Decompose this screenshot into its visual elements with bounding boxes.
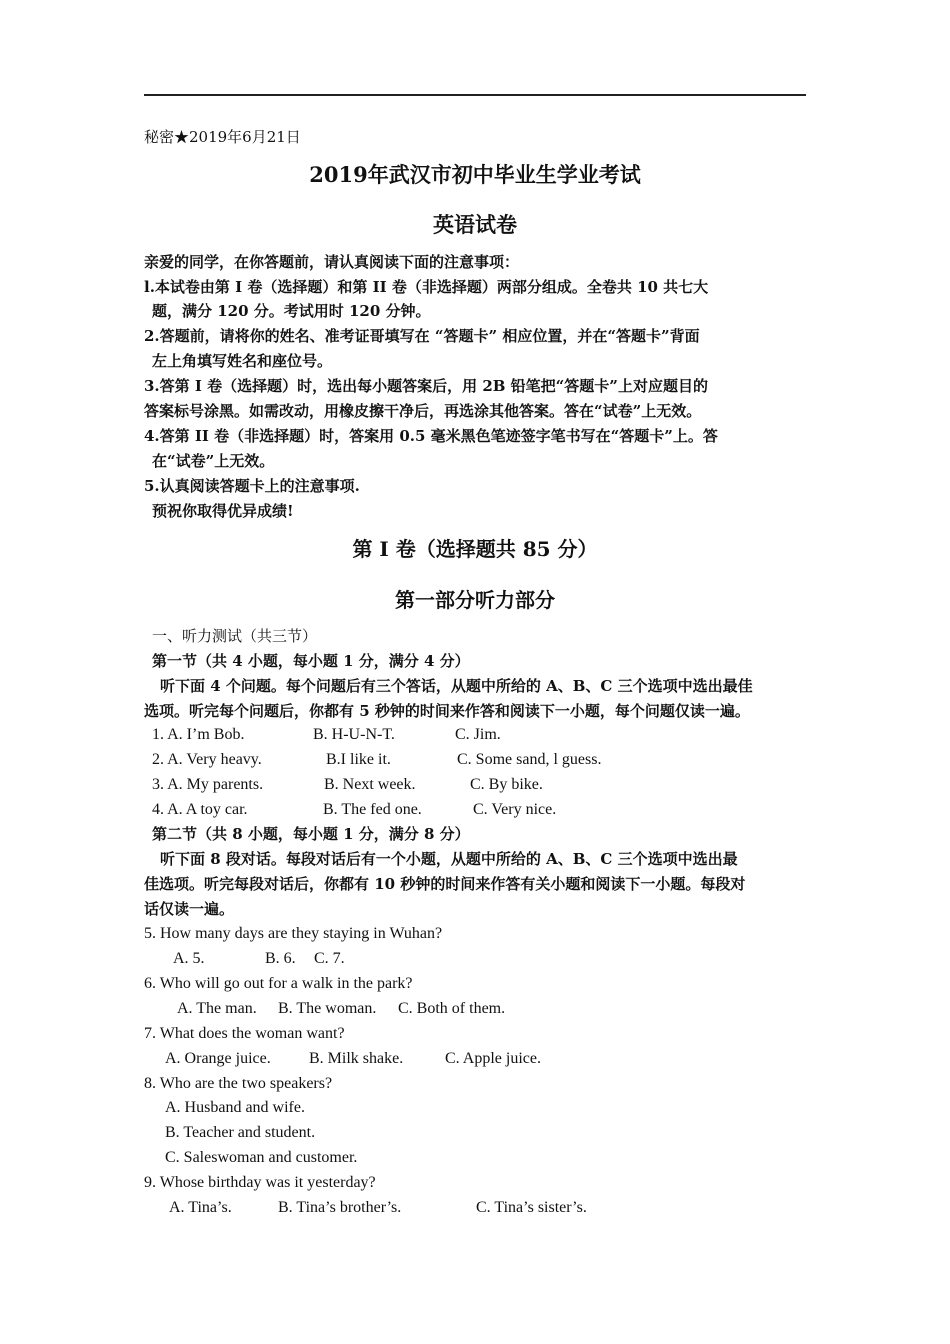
q8-option-c: C. Saleswoman and customer. — [165, 1149, 358, 1166]
q9-option-a: A. Tina’s. — [169, 1199, 232, 1216]
section2-title: 第二节（共 8 小题，每小题 1 分，满分 8 分） — [152, 825, 470, 843]
notice-item-3-cont: 答案标号涂黑。如需改动，用橡皮擦干净后，再选涂其他答案。答在“试卷”上无效。 — [144, 402, 702, 420]
notice-wish: 预祝你取得优异成绩! — [152, 502, 294, 520]
q5-option-c: C. 7. — [314, 950, 345, 967]
section1-instructions: 听下面 4 个问题。每个问题后有三个答话，从题中所给的 A、B、C 三个选项中选出最佳 — [160, 677, 753, 695]
notice-item-1: l.本试卷由第 I 卷（选择题）和第 II 卷（非选择题）两部分组成。全卷共 10 共七大 — [144, 278, 709, 296]
q1-option-b: B. H-U-N-T. — [313, 726, 395, 743]
q9-option-c: C. Tina’s sister’s. — [476, 1199, 587, 1216]
section2-instructions: 听下面 8 段对话。每段对话后有一个小题，从题中所给的 A、B、C 三个选项中选出最 — [160, 850, 738, 868]
notice-item-2: 2.答题前，请将你的姓名、准考证哥填写在 “答题卡” 相应位置，并在“答题卡”背面 — [144, 327, 700, 345]
section1-title: 第一节（共 4 小题，每小题 1 分，满分 4 分） — [152, 652, 470, 670]
q2-option-a: 2. A. Very heavy. — [152, 751, 262, 768]
q1-option-c: C. Jim. — [455, 726, 501, 743]
q6-option-b: B. The woman. — [278, 1000, 377, 1017]
notice-item-4-cont: 在“试卷”上无效。 — [152, 452, 275, 470]
q5-option-a: A. 5. — [173, 950, 205, 967]
top-rule — [144, 94, 806, 96]
q6-option-a: A. The man. — [177, 1000, 257, 1017]
q5-stem: 5. How many days are they staying in Wuhan? — [144, 925, 443, 942]
exam-title: 2019年武汉市初中毕业生学业考试 — [309, 162, 641, 187]
q8-stem: 8. Who are the two speakers? — [144, 1075, 333, 1092]
secret-line: 秘密★2019年6月21日 — [144, 128, 301, 146]
q7-stem: 7. What does the woman want? — [144, 1025, 345, 1042]
q5-option-b: B. 6. — [265, 950, 296, 967]
q2-option-c: C. Some sand, l guess. — [457, 751, 602, 768]
q8-option-b: B. Teacher and student. — [165, 1124, 316, 1141]
q4-option-c: C. Very nice. — [473, 801, 557, 818]
q6-stem: 6. Who will go out for a walk in the park? — [144, 975, 413, 992]
volume-title: 第 I 卷（选择题共 85 分） — [352, 537, 598, 561]
q6-option-c: C. Both of them. — [398, 1000, 506, 1017]
q1-option-a: 1. A. I’m Bob. — [152, 726, 245, 743]
q9-stem: 9. Whose birthday was it yesterday? — [144, 1174, 376, 1191]
section2-instructions-end: 话仅读一遍。 — [144, 900, 235, 918]
q7-option-b: B. Milk shake. — [309, 1050, 404, 1067]
q4-option-a: 4. A. A toy car. — [152, 801, 248, 818]
part-title: 第一部分听力部分 — [395, 588, 555, 612]
q9-option-b: B. Tina’s brother’s. — [278, 1199, 402, 1216]
notice-intro: 亲爱的同学，在你答题前，请认真阅读下面的注意事项： — [144, 253, 520, 271]
q3-option-c: C. By bike. — [470, 776, 543, 793]
q3-option-b: B. Next week. — [324, 776, 416, 793]
q2-option-b: B.I like it. — [326, 751, 391, 768]
notice-item-1-cont: 题，满分 120 分。考试用时 120 分钟。 — [152, 302, 431, 320]
q7-option-c: C. Apple juice. — [445, 1050, 541, 1067]
section1-instructions-cont: 选项。听完每个问题后，你都有 5 秒钟的时间来作答和阅读下一小题，每个问题仅读一遍。 — [144, 702, 750, 720]
q3-option-a: 3. A. My parents. — [152, 776, 264, 793]
notice-item-2-cont: 左上角填写姓名和座位号。 — [152, 352, 333, 370]
notice-item-4: 4.答第 II 卷（非选择题）时，答案用 0.5 毫米黑色笔迹签字笔书写在“答题卡”上。答 — [144, 427, 718, 445]
listening-title: 一、听力测试（共三节） — [152, 627, 318, 645]
section2-instructions-cont: 佳选项。听完每段对话后，你都有 10 秒钟的时间来作答有关小题和阅读下一小题。每段对 — [144, 875, 746, 893]
exam-subtitle: 英语试卷 — [433, 212, 517, 237]
q4-option-b: B. The fed one. — [323, 801, 422, 818]
q8-option-a: A. Husband and wife. — [165, 1099, 305, 1116]
q7-option-a: A. Orange juice. — [165, 1050, 271, 1067]
notice-item-3: 3.答第 I 卷（选择题）时，选出每小题答案后，用 2B 铅笔把“答题卡”上对应题目的 — [144, 377, 708, 395]
notice-item-5: 5.认真阅读答题卡上的注意事项. — [144, 477, 360, 495]
